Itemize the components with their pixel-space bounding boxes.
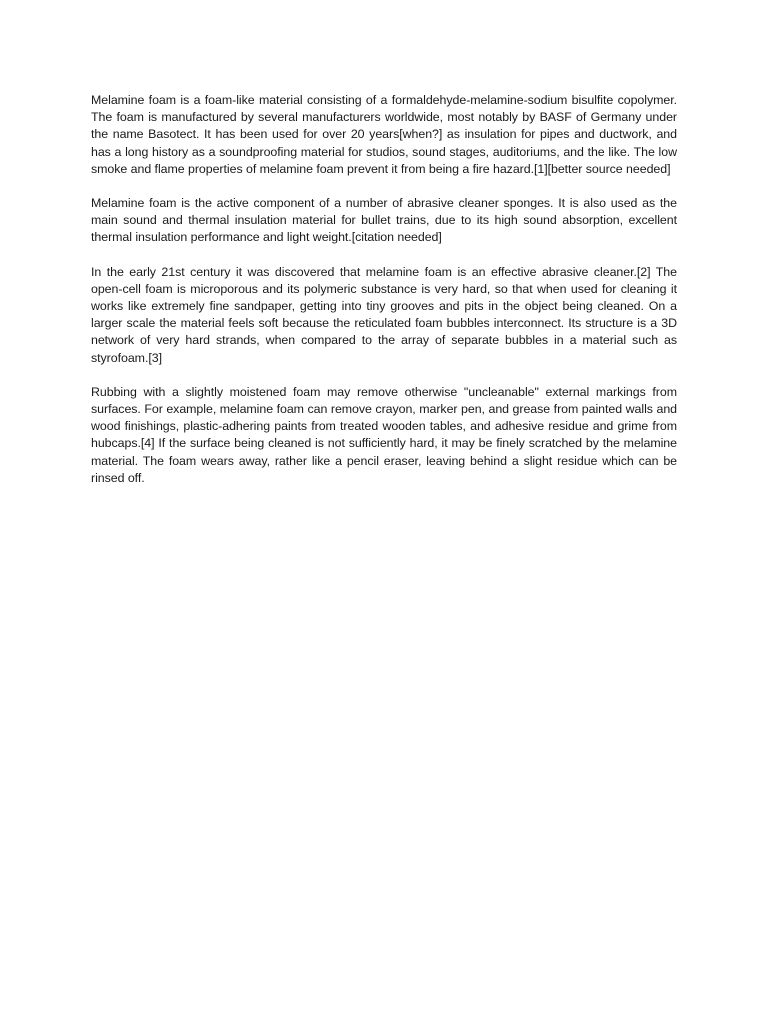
paragraph-rubbing: Rubbing with a slightly moistened foam may remove otherwise "uncleanable" external markings from surfaces. For example, melamine foam can remove crayon, marker pen, and grease from painted walls and wood finishings, plastic-adhering paints from treated wooden tables, and adhesive residue and grime from hubcaps.[4] If the surface being cleaned is not sufficiently hard, it may be finely scratched by the melamine material. The foam wears away, rather like a pencil eraser, leaving behind a slight residue which can be rinsed off. xyxy=(91,384,677,485)
document-body xyxy=(91,92,677,504)
paragraph-cleaner: In the early 21st century it was discovered that melamine foam is an effective abrasive cleaner.[2] The open-cell foam is microporous and its polymeric substance is very hard, so that when used for cleaning it works like extremely fine sandpaper, getting into tiny grooves and pits in the object being cleaned. On a larger scale the material feels soft because the reticulated foam bubbles interconnect. Its structure is a 3D network of very hard strands, when compared to the array of separate bubbles in a material such as styrofoam.[3] xyxy=(91,264,677,365)
paragraph-intro: Melamine foam is a foam-like material consisting of a formaldehyde-melamine-sodium bisulfite copolymer. The foam is manufactured by several manufacturers worldwide, most notably by BASF of Germany under the name Basotect. It has been used for over 20 years[when?] as insulation for pipes and ductwork, and has a long history as a soundproofing material for studios, sound stages, auditoriums, and the like. The low smoke and flame properties of melamine foam prevent it from being a fire hazard.[1][better source needed] xyxy=(91,93,677,176)
paragraph-uses: Melamine foam is the active component of a number of abrasive cleaner sponges. It is also used as the main sound and thermal insulation material for bullet trains, due to its high sound absorption, excellent thermal insulation performance and light weight.[citation needed] xyxy=(91,196,677,245)
